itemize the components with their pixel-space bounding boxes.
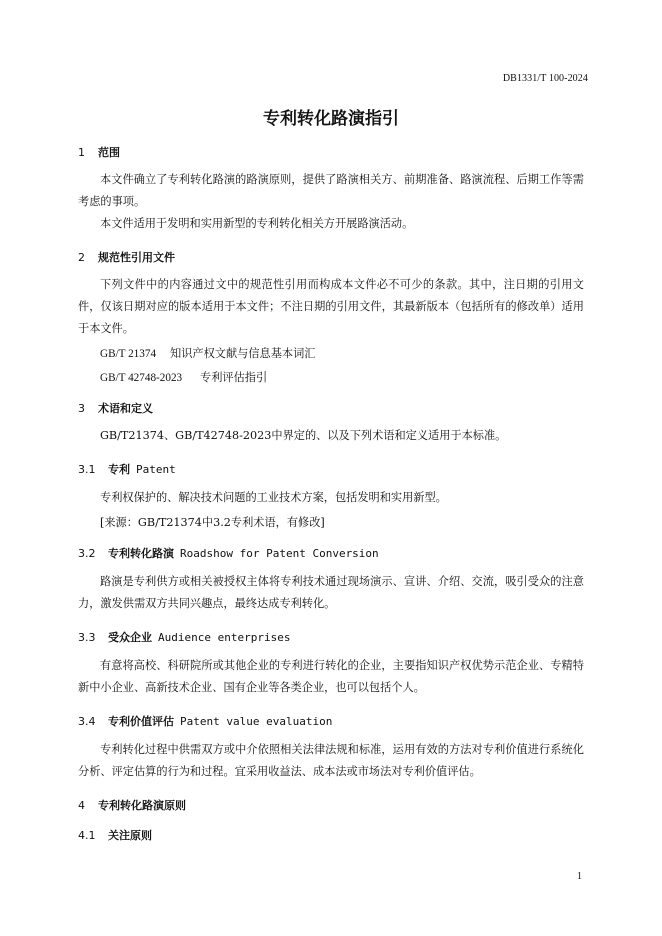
section-heading-3-1 xyxy=(78,461,176,477)
section-number: 3.2 xyxy=(78,547,96,560)
section-title: 专利转化路演 xyxy=(108,547,174,560)
section-number: 4.1 xyxy=(78,829,96,842)
section-english-title: Roadshow for Patent Conversion xyxy=(180,547,379,560)
section-title: 专利转化路演原则 xyxy=(98,799,186,812)
source-note: [来源：GB/T21374中3.2专利术语，有修改] xyxy=(100,516,325,529)
reference-code: GB/T 21374 xyxy=(100,348,157,360)
reference-item xyxy=(100,369,267,385)
section-heading-1 xyxy=(78,144,120,160)
section-heading-4 xyxy=(78,797,186,813)
section-number: 3 xyxy=(78,402,85,415)
section-title: 专利价值评估 xyxy=(108,715,174,728)
section-heading-3 xyxy=(78,400,153,416)
paragraph: 有意将高校、科研院所或其他企业的专利进行转化的企业，主要指知识产权优势示范企业、专精特新中小企业、高新技术企业、国有企业等各类企业，也可以包括个人。 xyxy=(78,659,584,694)
paragraph: 本文件确立了专利转化路演的路演原则，提供了路演相关方、前期准备、路演流程、后期工作等需考虑的事项。 xyxy=(78,173,584,208)
section-english-title: Audience enterprises xyxy=(158,631,291,644)
section-title: 专利 xyxy=(108,463,130,476)
section-number: 4 xyxy=(78,799,85,812)
section-heading-2 xyxy=(78,249,175,265)
section-number: 3.3 xyxy=(78,631,96,644)
section-number: 1 xyxy=(78,146,85,159)
paragraph: 下列文件中的内容通过文中的规范性引用而构成本文件必不可少的条款。其中，注日期的引用文件，仅该日期对应的版本适用于本文件；不注日期的引用文件，其最新版本（包括所有的修改单）适用于本文件。 xyxy=(78,278,584,335)
section-heading-3-2 xyxy=(78,545,379,561)
page-number: 1 xyxy=(577,871,582,882)
section-number: 2 xyxy=(78,251,85,264)
paragraph: 路演是专利供方或相关被授权主体将专利技术通过现场演示、宣讲、介绍、交流，吸引受众的注意力，激发供需双方共同兴趣点，最终达成专利转化。 xyxy=(78,575,584,610)
section-heading-4-1 xyxy=(78,827,152,843)
reference-title: 专利评估指引 xyxy=(200,371,268,384)
paragraph: 本文件适用于发明和实用新型的专利转化相关方开展路演活动。 xyxy=(100,217,414,230)
paragraph: 专利转化过程中供需双方或中介依照相关法律法规和标准，运用有效的方法对专利价值进行系统化分析、评定估算的行为和过程。宜采用收益法、成本法或市场法对专利价值评估。 xyxy=(78,743,584,778)
section-title: 受众企业 xyxy=(108,631,152,644)
section-number: 3.4 xyxy=(78,715,96,728)
section-heading-3-3 xyxy=(78,629,290,645)
section-title: 范围 xyxy=(98,146,120,159)
section-number: 3.1 xyxy=(78,463,96,476)
section-english-title: Patent xyxy=(136,463,176,476)
standard-code: DB1331/T 100-2024 xyxy=(502,73,588,84)
section-title: 术语和定义 xyxy=(98,402,153,415)
reference-code: GB/T 42748-2023 xyxy=(100,372,183,384)
paragraph: 专利权保护的、解决技术问题的工业技术方案，包括发明和实用新型。 xyxy=(100,491,447,504)
section-english-title: Patent value evaluation xyxy=(180,715,333,728)
section-title: 规范性引用文件 xyxy=(98,251,175,264)
section-heading-3-4 xyxy=(78,713,332,729)
paragraph: GB/T21374、GB/T42748-2023中界定的、以及下列术语和定义适用于本标准。 xyxy=(100,429,507,442)
document-title: 专利转化路演指引 xyxy=(263,109,399,129)
reference-item xyxy=(100,345,315,361)
section-title: 关注原则 xyxy=(108,829,152,842)
reference-title: 知识产权文献与信息基本词汇 xyxy=(170,347,316,360)
